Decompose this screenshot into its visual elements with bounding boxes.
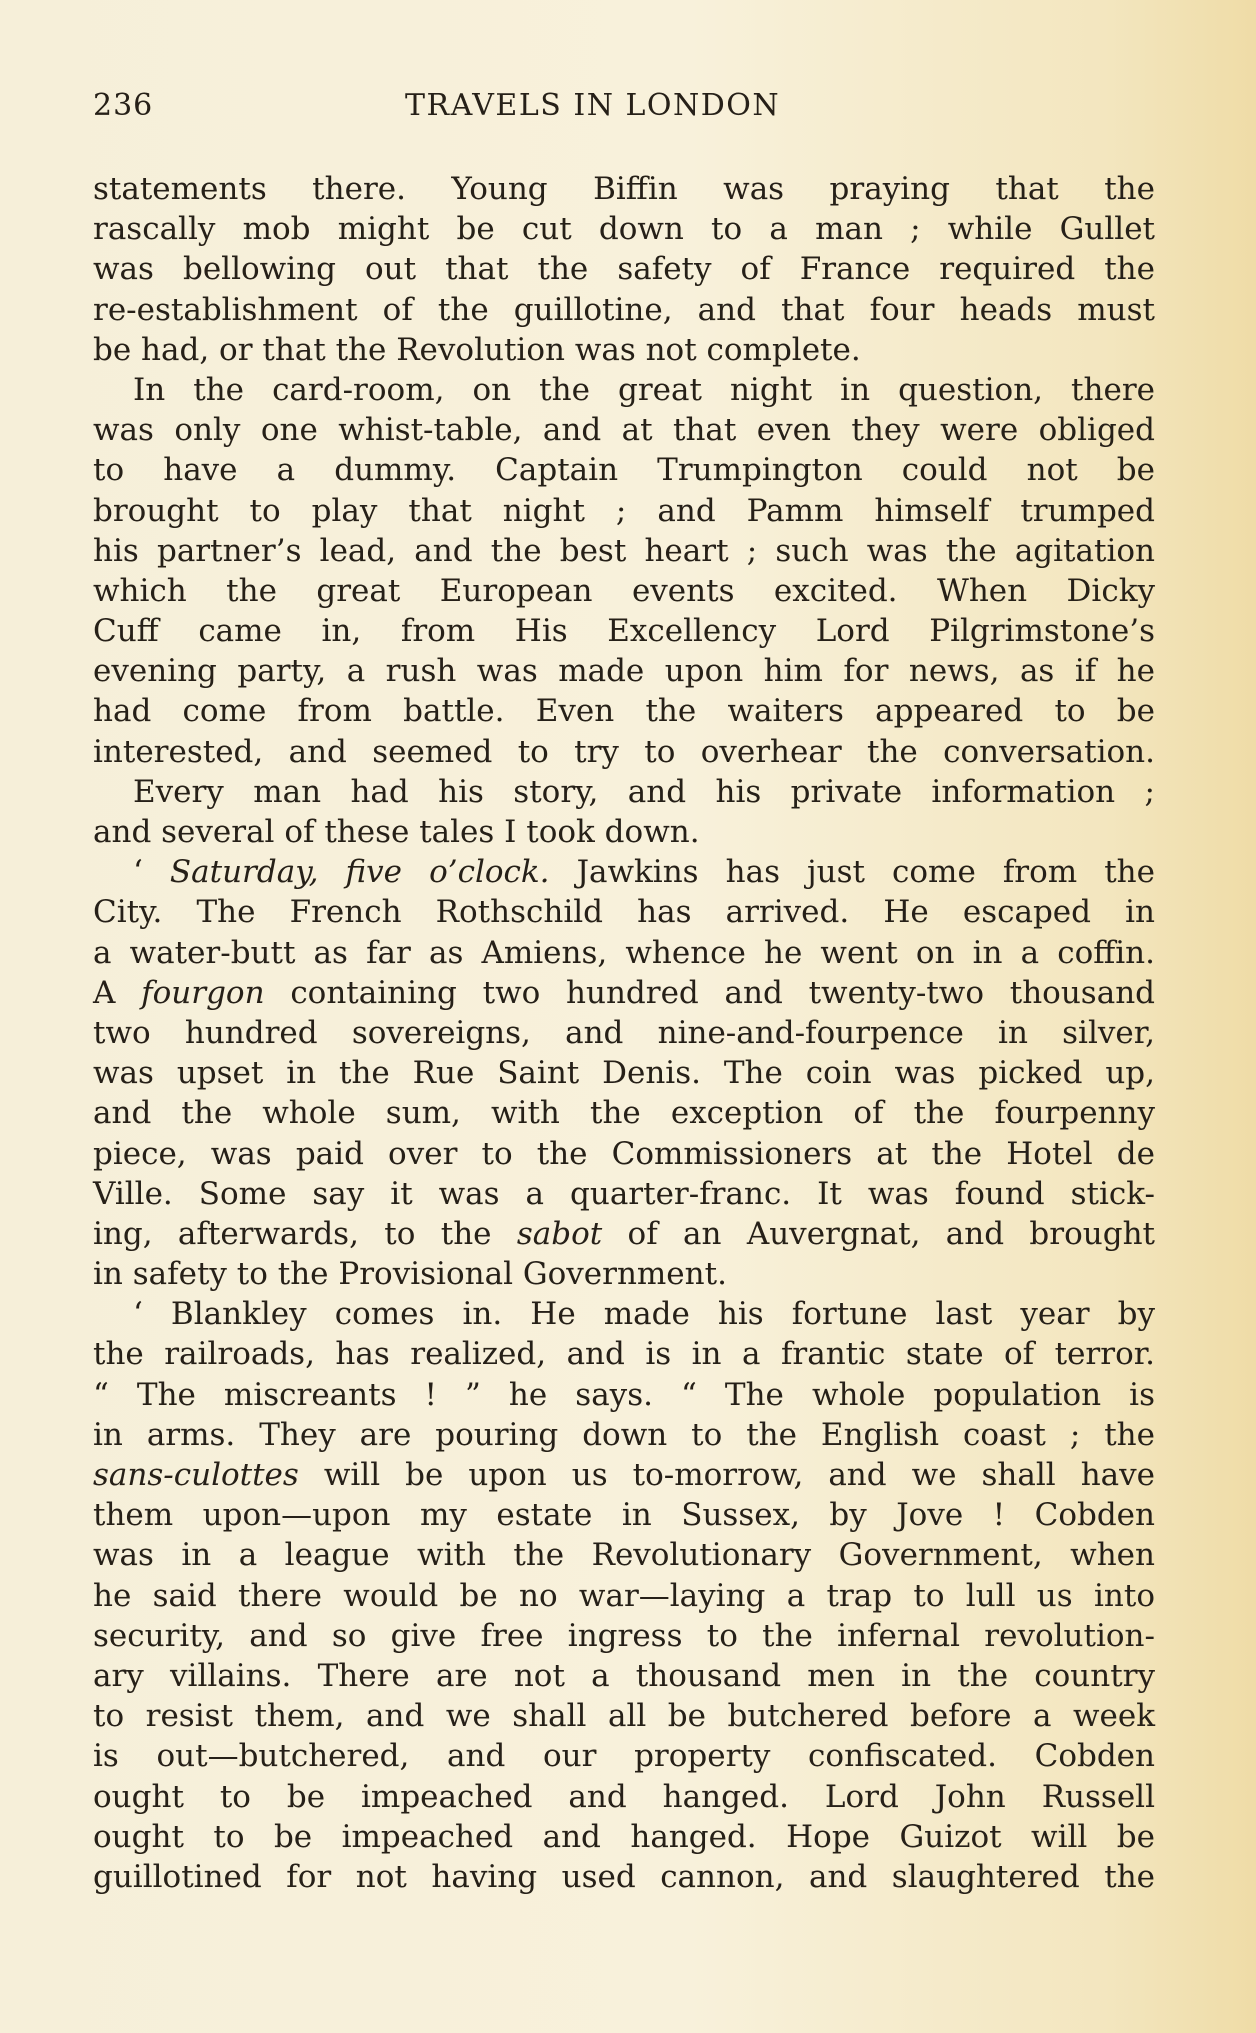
text-line: is out—butchered, and our property confiscated. Cobden — [93, 1738, 1155, 1775]
text-line: ing, afterwards, to the sabot of an Auvergnat, and brought — [93, 1215, 1155, 1252]
text-line: Cuff came in, from His Excellency Lord Pilgrimstone’s — [93, 613, 1155, 650]
text-line: interested, and seemed to try to overhear the conversation. — [93, 733, 1155, 770]
text-line: was in a league with the Revolutionary Government, when — [93, 1537, 1155, 1574]
text-line: them upon—upon my estate in Sussex, by Jove ! Cobden — [93, 1497, 1155, 1534]
italic-fourgon: fourgon — [141, 974, 265, 1011]
text-line: “ The miscreants ! ” he says. “ The whole population is — [93, 1376, 1155, 1413]
text-line: Ville. Some say it was a quarter-franc. It was found stick- — [93, 1175, 1155, 1212]
text-line: ary villains. There are not a thousand men in the country — [93, 1657, 1155, 1694]
text-line: two hundred sovereigns, and nine-and-fourpence in silver, — [93, 1014, 1155, 1051]
text-line: guillotined for not having used cannon, and slaughtered the — [93, 1858, 1155, 1895]
text-line: his partner’s lead, and the best heart ; such was the agitation — [93, 532, 1155, 569]
italic-sabot: sabot — [516, 1215, 603, 1252]
text-line: was upset in the Rue Saint Denis. The coin was picked up, — [93, 1055, 1155, 1092]
text-line: and the whole sum, with the exception of the fourpenny — [93, 1095, 1155, 1132]
text-line: had come from battle. Even the waiters appeared to be — [93, 693, 1155, 730]
text-line: piece, was paid over to the Commissioners at the Hotel de — [93, 1135, 1155, 1172]
paragraph-first-line: In the card-room, on the great night in question, there — [133, 371, 1155, 408]
text-line: the railroads, has realized, and is in a frantic state of terror. — [93, 1336, 1155, 1373]
text-line: be had, or that the Revolution was not complete. — [93, 331, 861, 368]
paragraph-first-line: ‘ Blankley comes in. He made his fortune last year by — [133, 1296, 1155, 1333]
paragraph-first-line: Every man had his story, and his private information ; — [133, 773, 1155, 810]
paragraph-first-line: ‘ Saturday, five o’clock. Jawkins has just come from the — [133, 854, 1155, 891]
text-line: security, and so give free ingress to the infernal revolution- — [93, 1617, 1155, 1654]
text-line: ought to be impeached and hanged. Lord John Russell — [93, 1778, 1155, 1815]
running-title: TRAVELS IN LONDON — [405, 88, 781, 123]
text-line: re-establishment of the guillotine, and that four heads must — [93, 291, 1155, 328]
text-line: A fourgon containing two hundred and twenty-two thousand — [93, 974, 1155, 1011]
text-line: City. The French Rothschild has arrived. He escaped in — [93, 894, 1155, 931]
text-line: was only one whist-table, and at that even they were obliged — [93, 412, 1155, 449]
text-line: which the great European events excited. When Dicky — [93, 572, 1155, 609]
text-line: evening party, a rush was made upon him for news, as if he — [93, 653, 1155, 690]
text-line: in safety to the Provisional Government. — [93, 1256, 727, 1293]
book-page — [93, 88, 1155, 1897]
text-line: to have a dummy. Captain Trumpington could not be — [93, 452, 1155, 489]
text-line: ought to be impeached and hanged. Hope Guizot will be — [93, 1818, 1155, 1855]
text-line: a water-butt as far as Amiens, whence he went on in a coffin. — [93, 934, 1155, 971]
text-line: statements there. Young Biffin was praying that the — [93, 171, 1155, 207]
text-line: and several of these tales I took down. — [93, 814, 700, 850]
text-line: rascally mob might be cut down to a man ; while Gullet — [93, 211, 1155, 248]
italic-date: Saturday, five o’clock. — [169, 854, 550, 891]
text-line: brought to play that night ; and Pamm himself trumped — [93, 492, 1155, 529]
body-text — [93, 169, 1155, 1897]
text-line: in arms. They are pouring down to the English coast ; the — [93, 1416, 1155, 1453]
text-line: he said there would be no war—laying a trap to lull us into — [93, 1577, 1155, 1614]
text-line: to resist them, and we shall all be butchered before a week — [93, 1698, 1155, 1735]
italic-sans-culottes: sans-culottes — [93, 1457, 299, 1493]
running-head — [93, 88, 1155, 132]
text-line: sans-culottes will be upon us to-morrow, and we shall have — [93, 1457, 1155, 1493]
page-number: 236 — [93, 88, 154, 123]
text-line: was bellowing out that the safety of France required the — [93, 251, 1155, 288]
